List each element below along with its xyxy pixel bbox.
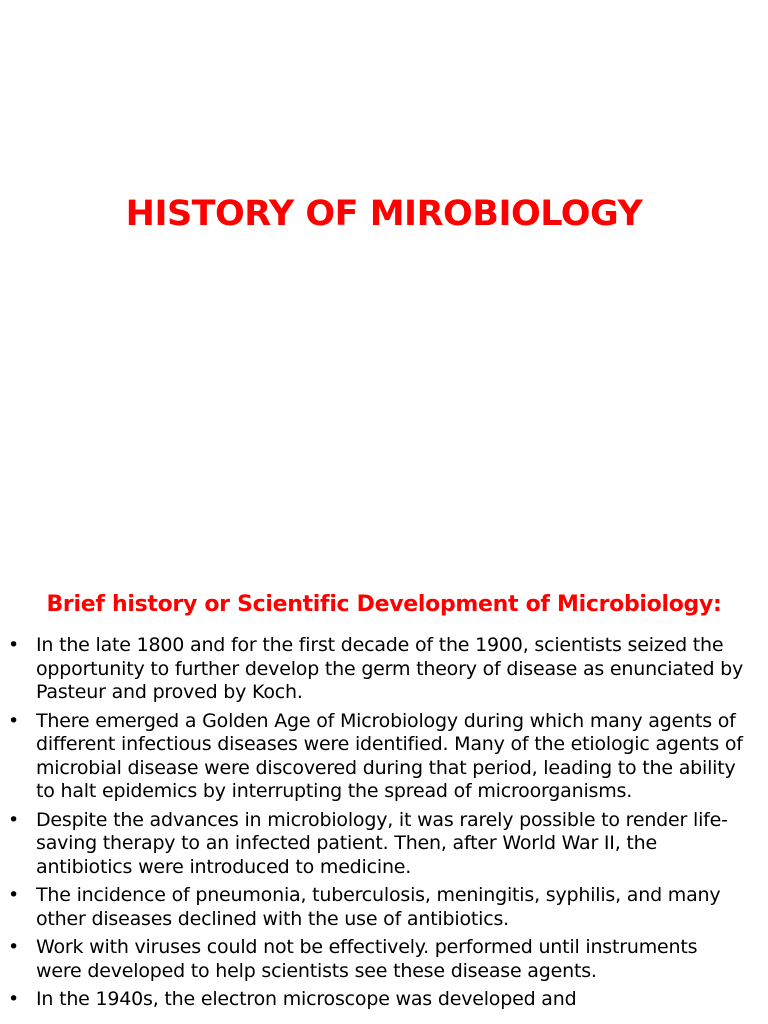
list-item xyxy=(8,634,748,705)
bullet-text: Work with viruses could not be effectively. performed until instruments were developed to help scientists see these disease agents. xyxy=(36,936,698,982)
bullet-marker: • xyxy=(8,988,20,1010)
bullet-text: In the late 1800 and for the first decade of the 1900, scientists seized the opportunity to further develop the germ theory of disease as enunciated by Pasteur and proved by Koch. xyxy=(36,634,744,703)
bullet-marker: • xyxy=(8,634,20,656)
list-item xyxy=(8,936,748,983)
bullet-marker: • xyxy=(8,709,20,732)
bullet-marker: • xyxy=(8,936,20,958)
bullet-marker: • xyxy=(8,808,20,831)
list-item xyxy=(8,809,748,880)
bullet-text: In the 1940s, the electron microscope was developed and xyxy=(36,988,577,1010)
bullet-text: There emerged a Golden Age of Microbiology during which many agents of different infectious diseases were identified. Many of the etiologic agents of microbial disease were discovered during that period, leading to the ability to halt epidemics by interrupting the spread of microorganisms. xyxy=(36,709,743,802)
list-item xyxy=(8,884,748,931)
bullet-text: Despite the advances in microbiology, it was rarely possible to render life-saving therapy to an infected patient. Then, after World War II, the antibiotics were introduced to medicine. xyxy=(36,808,728,878)
list-item xyxy=(8,710,748,804)
bullet-marker: • xyxy=(8,884,20,906)
bullet-list xyxy=(8,634,748,1017)
page-title: HISTORY OF MIROBIOLOGY xyxy=(125,194,643,234)
bullet-text: The incidence of pneumonia, tuberculosis, meningitis, syphilis, and many other diseases declined with the use of antibiotics. xyxy=(36,884,721,930)
list-item xyxy=(8,988,748,1012)
section-heading: Brief history or Scientific Development of Microbiology: xyxy=(46,592,722,617)
